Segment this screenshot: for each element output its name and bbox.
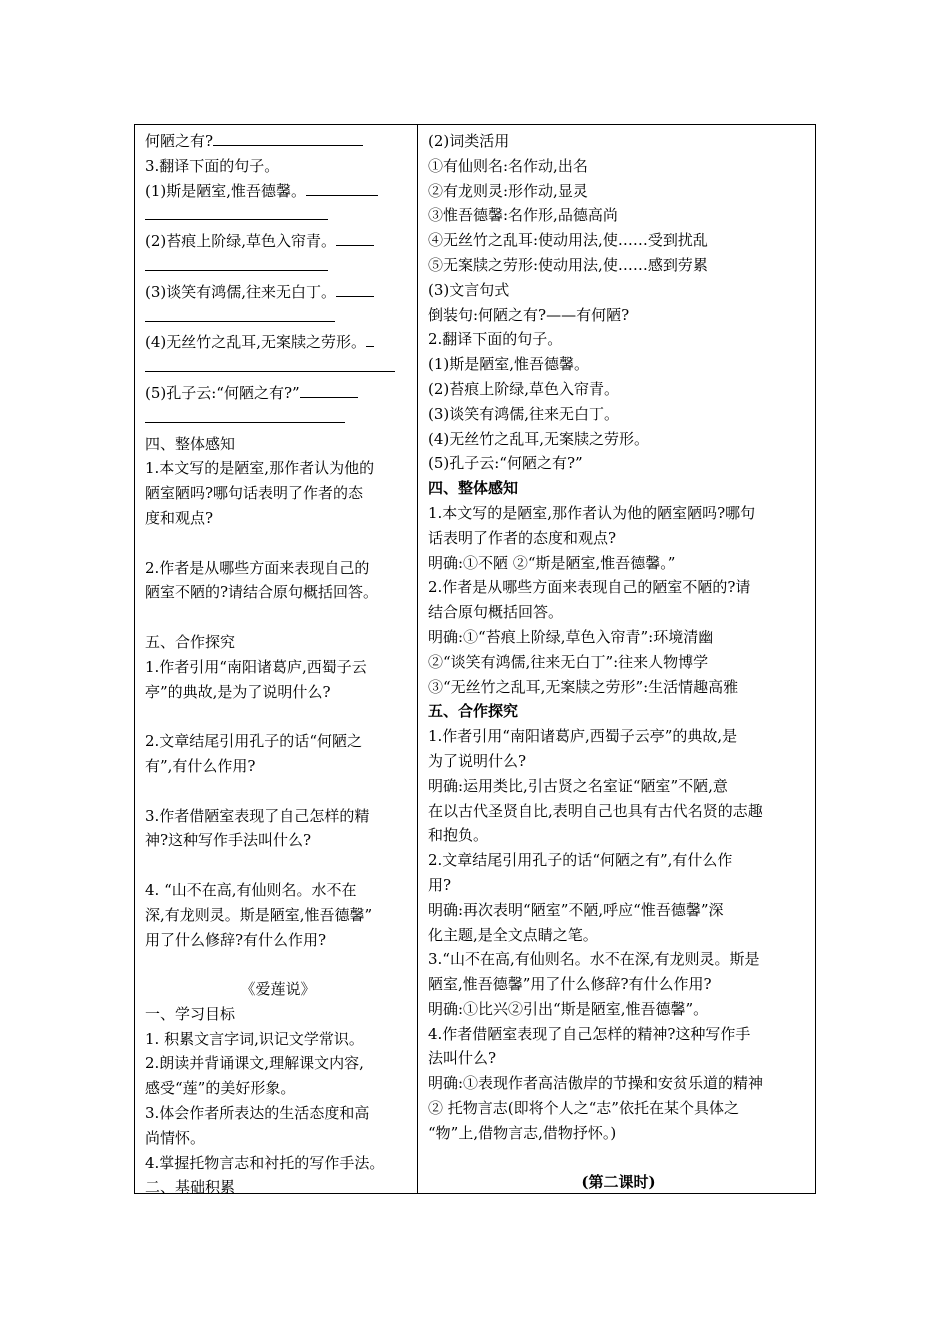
text-line: (5)孔子云:“何陋之有?” [428, 454, 583, 473]
text-line: 用了什么修辞?有什么作用? [145, 930, 327, 949]
text-line: 1. 积累文言字词,识记文学常识。 [145, 1029, 364, 1048]
text-line: 话表明了作者的态度和观点? [428, 528, 617, 547]
text-line: 倒装句:何陋之有?——有何陋? [428, 305, 630, 324]
section-heading: 五、合作探究 [145, 632, 236, 651]
text-line: 亭”的典故,是为了说明什么? [145, 682, 331, 701]
answer-line: ② 托物言志(即将个人之“志”依托在某个具体之 [428, 1099, 739, 1118]
answer-blank[interactable] [336, 280, 374, 297]
text-line: 用? [428, 875, 452, 894]
answer-line: ②“谈笑有鸿儒,往来无白丁”:往来人物博学 [428, 652, 709, 671]
answer-line: 明确:①“苔痕上阶绿,草色入帘青”:环境清幽 [428, 627, 714, 646]
text-line: (4)无丝竹之乱耳,无案牍之劳形。 [428, 429, 650, 448]
answer-line: ③“无丝竹之乱耳,无案牍之劳形”:生活情趣高雅 [428, 677, 739, 696]
text-line: (2)苔痕上阶绿,草色入帘青。 [145, 229, 411, 254]
answer-blank[interactable] [336, 229, 374, 246]
text-line: ⑤无案牍之劳形:使动用法,使……感到劳累 [428, 255, 708, 274]
answer-line: 明确:①表现作者高洁傲岸的节操和安贫乐道的精神 [428, 1074, 764, 1093]
text-line: 为了说明什么? [428, 751, 527, 770]
text-line: 2.作者是从哪些方面来表现自己的 [145, 558, 370, 577]
text-line: (3)文言句式 [428, 280, 510, 299]
text-line: 感受“莲”的美好形象。 [145, 1079, 296, 1098]
text-line: (1)斯是陋室,惟吾德馨。 [145, 179, 411, 204]
text-line: 1.本文写的是陋室,那作者认为他的 [145, 459, 375, 478]
text-line: 尚情怀。 [145, 1128, 206, 1147]
answer-line[interactable] [145, 254, 328, 271]
text-line: 有”,有什么作用? [145, 756, 256, 775]
text-line: 结合原句概括回答。 [428, 603, 564, 622]
student-column [135, 125, 418, 1197]
answer-line: 明确:①比兴②引出“斯是陋室,惟吾德馨”。 [428, 999, 709, 1018]
text-line: 3.体会作者所表达的生活态度和高 [145, 1104, 370, 1123]
answer-line: 明确:①不陋 ②“斯是陋室,惟吾德馨。” [428, 553, 676, 572]
answer-line[interactable] [145, 355, 395, 372]
text-line: 3.翻译下面的句子。 [145, 156, 280, 175]
text-line: 陋室,惟吾德馨”用了什么修辞?有什么作用? [428, 975, 712, 994]
answer-blank[interactable] [213, 129, 363, 146]
text-line: (3)谈笑有鸿儒,往来无白丁。 [428, 404, 620, 423]
text-line: (1)斯是陋室,惟吾德馨。 [428, 355, 590, 374]
text-line: 深,有龙则灵。斯是陋室,惟吾德馨” [145, 905, 373, 924]
lesson-table [134, 124, 816, 1197]
text-line: 2.朗读并背诵课文,理解课文内容, [145, 1054, 364, 1073]
section-heading: 一、学习目标 [145, 1004, 236, 1023]
text-line: 1.作者引用“南阳诸葛庐,西蜀子云亭”的典故,是 [428, 727, 738, 746]
answer-blank[interactable] [366, 330, 374, 347]
text-line: 3.作者借陋室表现了自己怎样的精 [145, 806, 370, 825]
text-line: 4. “山不在高,有仙则名。水不在 [145, 880, 357, 899]
text-line: 4.作者借陋室表现了自己怎样的精神?这种写作手 [428, 1024, 751, 1043]
lesson-title: 《爱莲说》 [240, 980, 316, 999]
answer-line: “物”上,借物言志,借物抒怀。) [428, 1123, 617, 1142]
text-line: (5)孔子云:“何陋之有?” [145, 381, 411, 406]
section-heading: 五、合作探究 [428, 702, 519, 721]
text-line: 2.作者是从哪些方面来表现自己的陋室不陋的?请 [428, 578, 751, 597]
text-line: (2)词类活用 [428, 132, 510, 150]
section-heading: 四、整体感知 [428, 479, 519, 498]
answer-blank[interactable] [300, 381, 358, 398]
text-line: 3.“山不在高,有仙则名。水不在深,有龙则灵。斯是 [428, 950, 760, 969]
text-line: 陋室陋吗?哪句话表明了作者的态 [145, 484, 364, 503]
text-line: 法叫什么? [428, 1049, 497, 1068]
section-heading: 四、整体感知 [145, 434, 236, 453]
text-line: (4)无丝竹之乱耳,无案牍之劳形。 [145, 330, 411, 355]
text-line: ③惟吾德馨:名作形,品德高尚 [428, 206, 618, 225]
answer-line: 化主题,是全文点睛之笔。 [428, 925, 598, 944]
text-line: (3)谈笑有鸿儒,往来无白丁。 [145, 280, 411, 305]
answer-line[interactable] [145, 203, 328, 220]
answer-line: 和抱负。 [428, 826, 489, 845]
text-line: 2.翻译下面的句子。 [428, 330, 563, 349]
answer-line[interactable] [145, 406, 345, 423]
lesson-period-title: (第二课时) [581, 1173, 656, 1192]
teacher-column [418, 125, 815, 1193]
text-line: 1.作者引用“南阳诸葛庐,西蜀子云 [145, 657, 367, 676]
section-heading: 二、基础积累 [145, 1178, 236, 1197]
text-line: ①有仙则名:名作动,出名 [428, 156, 588, 175]
text-line: 何陋之有? [145, 129, 411, 154]
text-line: ④无丝竹之乱耳:使动用法,使……受到扰乱 [428, 231, 708, 250]
text-line: 2.文章结尾引用孔子的话“何陋之有”,有什么作 [428, 851, 733, 870]
text-line: (2)苔痕上阶绿,草色入帘青。 [428, 379, 620, 398]
answer-line[interactable] [145, 305, 335, 322]
answer-line: 在以古代圣贤自比,表明自己也具有古代名贤的志趣 [428, 801, 763, 820]
text-line: 4.掌握托物言志和衬托的写作手法。 [145, 1153, 385, 1172]
text-line: ②有龙则灵:形作动,显灵 [428, 181, 588, 200]
text-line: 2.文章结尾引用孔子的话“何陋之 [145, 732, 362, 751]
text-line: 度和观点? [145, 508, 214, 527]
text-line: 陋室不陋的?请结合原句概括回答。 [145, 583, 379, 602]
text-line: 神?这种写作手法叫什么? [145, 831, 312, 850]
answer-blank[interactable] [306, 179, 378, 196]
answer-line: 明确:再次表明“陋室”不陋,呼应“惟吾德馨”深 [428, 900, 724, 919]
answer-line: 明确:运用类比,引古贤之名室证“陋室”不陋,意 [428, 776, 728, 795]
text-line: 1.本文写的是陋室,那作者认为他的陋室陋吗?哪句 [428, 503, 756, 522]
